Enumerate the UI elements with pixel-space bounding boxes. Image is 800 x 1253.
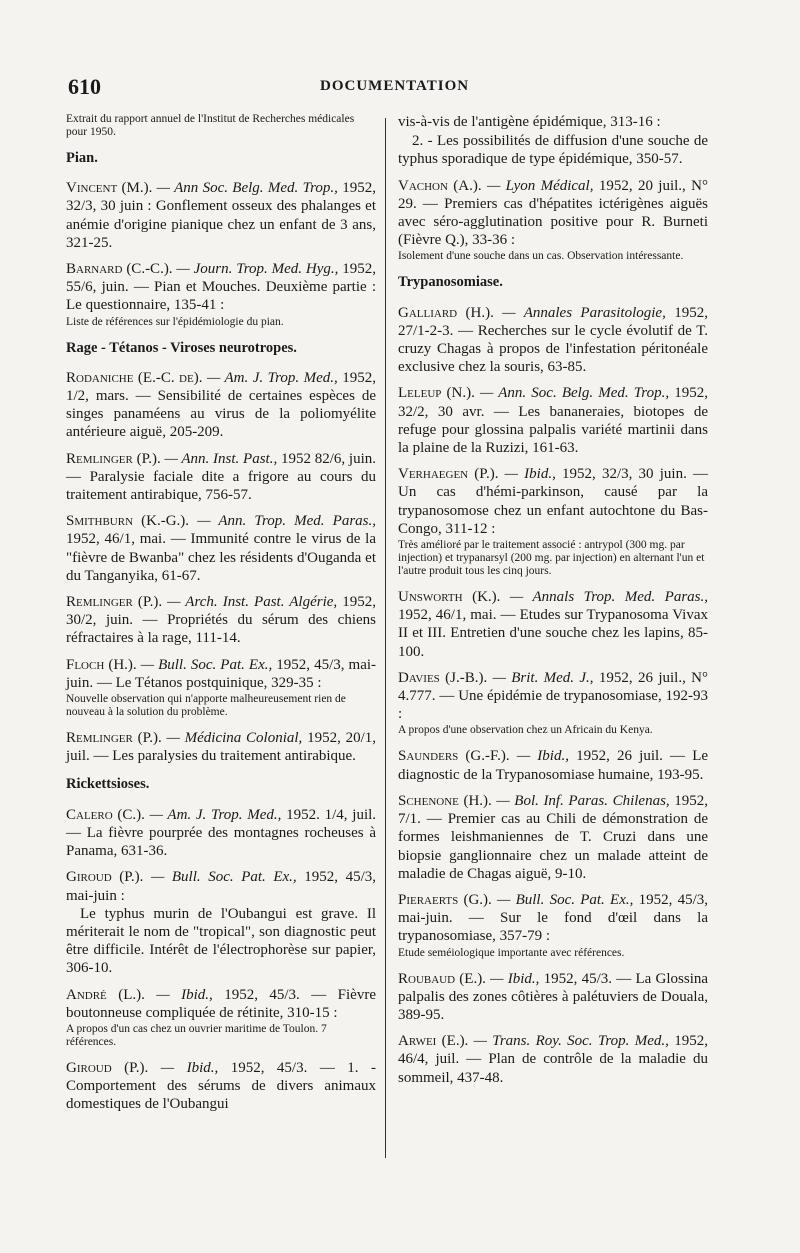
- bibliography-entry: [66, 369, 376, 442]
- column-divider: [385, 118, 386, 1158]
- entry-note: Très amélioré par le traitement associé : antrypol (300 mg. par injection) et trypanarsyl (200 mg. par injection) en alternant l'un et l'autre produit tous les cinq jours.: [398, 539, 705, 578]
- entry-title: Sur le fond d'œil dans la trypanosomiase, 357-79 :: [398, 910, 708, 945]
- entry-author: Remlinger (P.).: [66, 594, 163, 611]
- entry-note: A propos d'un cas chez un ouvrier maritime de Toulon. 7 références.: [66, 1022, 327, 1048]
- entry-author: Unsworth (K.).: [398, 589, 501, 606]
- entry-author: Schenone (H.).: [398, 792, 492, 809]
- entry-author: Smithburn (K.-G.).: [66, 513, 190, 530]
- entry-source: — Trans. Roy. Soc. Trop. Med.,: [473, 1033, 669, 1050]
- entry-title: Gonflement osseux des phalanges et anémie d'origine pianique chez un enfant de 3 ans, 321-25.: [66, 198, 377, 251]
- entry-source: — Ibid.,: [490, 970, 540, 987]
- entry-author: Leleup (N.).: [398, 385, 475, 402]
- entry-source: — Journ. Trop. Med. Hyg.,: [176, 261, 339, 278]
- entry-title: La fièvre pourprée des montagnes rocheuses à Panama, 631-36.: [66, 824, 376, 860]
- entry-author: Barnard (C.-C.).: [66, 261, 173, 278]
- bibliography-entry: [398, 177, 708, 250]
- entry-reference: 1952, 30/2, juin. —: [66, 594, 376, 629]
- entry-author: André (L.).: [66, 986, 145, 1003]
- page-number: 610: [68, 74, 101, 99]
- entry-reference: 1952, 26 juil. —: [576, 748, 686, 765]
- page-title: DOCUMENTATION: [320, 78, 470, 94]
- bibliography-entry: [398, 891, 708, 946]
- entry-author: Calero (C.).: [66, 806, 145, 823]
- bibliography-entry: [66, 593, 376, 648]
- entry-title: Propriétés du sérum des chiens réfractaires à la rage, 111-14.: [66, 612, 376, 647]
- entry-source: — Bull. Soc. Pat. Ex.,: [497, 891, 634, 908]
- entry-title: Une épidémie de trypanosomiase, 192-93 :: [398, 688, 709, 723]
- bibliography-entry: [398, 588, 708, 661]
- entry-reference: 1952, 45/3, mai-juin. —: [66, 656, 377, 691]
- entry-note: Etude seméiologique importante avec références.: [398, 946, 625, 959]
- entry-summary: Le typhus murin de l'Oubangui est grave. Il mériterait le nom de "tropical", son diagnostic peut être difficile. Intérêt de l'électrophorèse sur papier, 306-10.: [66, 905, 376, 977]
- bibliography-entry: [398, 304, 708, 377]
- entry-author: Verhaegen (P.).: [398, 466, 499, 483]
- bibliography-entry: [66, 260, 376, 315]
- entry-author: Davies (J.-B.).: [398, 669, 488, 686]
- section-heading: Trypanosomiase.: [398, 274, 503, 291]
- entry-author: Galliard (H.).: [398, 304, 494, 321]
- entry-author: Pieraerts (G.).: [398, 891, 492, 908]
- bibliography-entry: [66, 729, 376, 765]
- entry-reference: 1952, 27/1-2-3. —: [398, 304, 708, 339]
- entry-title: Pian et Mouches. Deuxième partie : Le questionnaire, 135-41 :: [66, 279, 376, 314]
- entry-reference: 1952, 7/1. —: [398, 792, 709, 828]
- entry-source: — Lyon Médical,: [486, 177, 594, 194]
- entry-source: — Arch. Inst. Past. Algérie,: [167, 594, 338, 611]
- entry-title: Les bananeraies, biotopes de refuge pour glossina palpalis variété martinii dans la plaine de la Ruzizi, 161-63.: [398, 403, 709, 457]
- entry-title: Premier cas au Chili de démonstration de formes leishmaniennes de T. Cruzi dans une biopsie ganglionnaire chez un malade atteint de maladie de Chagas aiguë, 9-10.: [398, 811, 709, 882]
- continuation-text: vis-à-vis de l'antigène épidémique, 313-16 :: [398, 114, 661, 130]
- entry-source: — Annales Parasitologie,: [502, 304, 666, 321]
- entry-source: — Ann. Trop. Med. Paras.,: [197, 513, 376, 530]
- entry-note: Isolement d'une souche dans un cas. Observation intéressante.: [398, 250, 684, 263]
- right-column: [398, 113, 708, 1095]
- entry-reference: 1952, 46/4, juil. —: [398, 1033, 708, 1068]
- entry-source: — Am. J. Trop. Med.,: [149, 806, 282, 823]
- entry-author: Remlinger (P.).: [66, 730, 162, 747]
- entry-source: — Ann Soc. Belg. Med. Trop.,: [156, 180, 338, 197]
- entry-author: Remlinger (P.).: [66, 450, 161, 467]
- entry-reference: 1952, 46/1, mai. —: [66, 531, 186, 548]
- bibliography-entry: [398, 465, 708, 538]
- section-heading: Rage - Tétanos - Viroses neurotropes.: [66, 339, 297, 356]
- entry-title: Immunité contre le virus de la "fièvre de Bwanba" chez les résidents d'Ouganda et du Tanganyika, 61-67.: [66, 531, 376, 584]
- entry-title: Recherches sur le cycle évolutif de T. cruzy Chagas à propos de l'infestation péritonéale exclusive chez la souris, 63-85.: [398, 322, 708, 376]
- entry-source: — Ann. Inst. Past.,: [164, 450, 278, 467]
- entry-author: Rodaniche (E.-C. de).: [66, 369, 203, 386]
- entry-source: — Médicina Colonial,: [166, 730, 303, 747]
- entry-author: Vachon (A.).: [398, 177, 482, 194]
- entry-author: Arwei (E.).: [398, 1033, 469, 1050]
- section-heading: Rickettsioses.: [66, 776, 150, 793]
- entry-reference: 1952, 55/6, juin. —: [66, 261, 376, 296]
- entry-note: Liste de références sur l'épidémiologie du pian.: [66, 315, 284, 328]
- bibliography-entry: [398, 669, 708, 724]
- entry-source: — Annals Trop. Med. Paras.,: [509, 589, 708, 606]
- entry-reference: 1952, 26 juil., N° 4.777. —: [398, 669, 709, 705]
- entry-author: Saunders (G.-F.).: [398, 748, 510, 765]
- bibliography-entry: [66, 512, 376, 585]
- bibliography-entry: [66, 1059, 376, 1114]
- entry-source: — Brit. Med. J.,: [492, 669, 594, 686]
- bibliography-entry: [398, 747, 708, 783]
- entry-source: — Bull. Soc. Pat. Ex.,: [140, 656, 273, 673]
- entry-author: Giroud (P.).: [66, 1059, 149, 1076]
- entry-reference: 1952, 45/3, mai-juin :: [66, 869, 376, 904]
- entry-reference: 1952, 45/3. —: [230, 1059, 335, 1076]
- intro-note: Extrait du rapport annuel de l'Institut de Recherches médicales pour 1950.: [66, 113, 355, 138]
- entry-note: Nouvelle observation qui n'apporte malheureusement rien de nouveau à la solution du problème.: [66, 693, 346, 719]
- entry-title: Le Tétanos postquinique, 329-35 :: [115, 674, 322, 691]
- entry-title: Plan de contrôle de la maladie du sommeil, 437-48.: [398, 1051, 709, 1086]
- bibliography-entry: [398, 970, 708, 1025]
- bibliography-entry: [66, 806, 376, 861]
- entry-source: — Ann. Soc. Belg. Med. Trop.,: [480, 385, 670, 402]
- entry-reference: 1952, 32/3, 30 juin. —: [562, 466, 709, 483]
- entry-title: 1. - Comportement des sérums de divers animaux domestiques de l'Oubangui: [66, 1059, 377, 1113]
- entry-title: La Glossina palpalis des zones côtières à palétuviers de Douala, 389-95.: [398, 970, 709, 1023]
- entry-author: Roubaud (E.).: [398, 970, 486, 987]
- entry-title: Un cas d'hémi-parkinson, causé par la trypanosomose chez un enfant autochtone du Bas-Congo, 311-12 :: [398, 484, 708, 537]
- bibliography-entry: [398, 1032, 708, 1087]
- entry-author: Giroud (P.).: [66, 869, 144, 886]
- bibliography-entry: [66, 656, 376, 692]
- entry-title: Le diagnostic de la Trypanosomiase humaine, 193-95.: [398, 748, 709, 783]
- entry-source: — Ibid.,: [156, 986, 213, 1003]
- entry-reference: 1952, 32/2, 30 avr. —: [398, 385, 708, 420]
- entry-title: Sensibilité de certaines espèces de singes panaméens au virus de la poliomyélite antérieure aiguë, 205-209.: [66, 388, 376, 441]
- entry-reference: 1952, 20 juil., N° 29. —: [398, 177, 708, 212]
- bibliography-entry: [66, 868, 376, 977]
- entry-note: A propos d'une observation chez un Africain du Kenya.: [398, 724, 653, 737]
- entry-source: — Ibid.,: [516, 748, 569, 765]
- bibliography-entry: [66, 179, 376, 252]
- entry-source: — Ibid.,: [504, 466, 556, 483]
- entry-reference: 1952. 1/4, juil. —: [66, 806, 377, 841]
- entry-title: Paralysie faciale dite a frigore au cours du traitement antirabique, 756-57.: [66, 468, 376, 504]
- entry-title: Premiers cas d'hépatites ictérigènes aiguës avec séro-agglutination positive pour R. Burneti (Fièvre Q.), 33-36 :: [398, 195, 709, 249]
- entry-reference: 1952, 1/2, mars. —: [66, 369, 377, 405]
- entry-title: Fièvre boutonneuse compliquée de rétinite, 310-15 :: [66, 986, 376, 1021]
- entry-reference: 1952, 45/3. —: [224, 986, 327, 1003]
- entry-reference: 1952, 20/1, juil. —: [66, 730, 376, 765]
- entry-reference: 1952 82/6, juin. —: [66, 450, 376, 485]
- left-column: [66, 113, 376, 1122]
- entry-author: Vincent (M.).: [66, 180, 153, 197]
- entry-source: — Bull. Soc. Pat. Ex.,: [150, 869, 297, 886]
- entry-source: — Bol. Inf. Paras. Chilenas,: [496, 792, 670, 809]
- entry-source: — Am. J. Trop. Med.,: [206, 369, 338, 386]
- entry-reference: 1952, 45/3, mai-juin. —: [398, 891, 708, 927]
- entry-author: Floch (H.).: [66, 656, 137, 673]
- bibliography-entry: [398, 384, 708, 457]
- entry-source: — Ibid.,: [160, 1059, 219, 1076]
- entry-reference: 1952, 45/3. —: [543, 970, 632, 987]
- entry-title: Les paralysies du traitement antirabique.: [112, 748, 356, 765]
- section-heading: Pian.: [66, 150, 98, 166]
- continuation-text-2: 2. - Les possibilités de diffusion d'une souche de typhus sporadique de type épidémique, 350-57.: [398, 133, 708, 168]
- entry-reference: 1952, 46/1, mai. —: [398, 607, 516, 624]
- bibliography-entry: [66, 450, 376, 505]
- bibliography-entry: [66, 986, 376, 1022]
- entry-reference: 1952, 32/3, 30 juin :: [66, 180, 377, 215]
- entry-title: Etudes sur Trypanosoma Vivax II et III. Entretien d'une souche chez les lapins, 85-100.: [398, 607, 709, 660]
- bibliography-entry: [398, 792, 708, 883]
